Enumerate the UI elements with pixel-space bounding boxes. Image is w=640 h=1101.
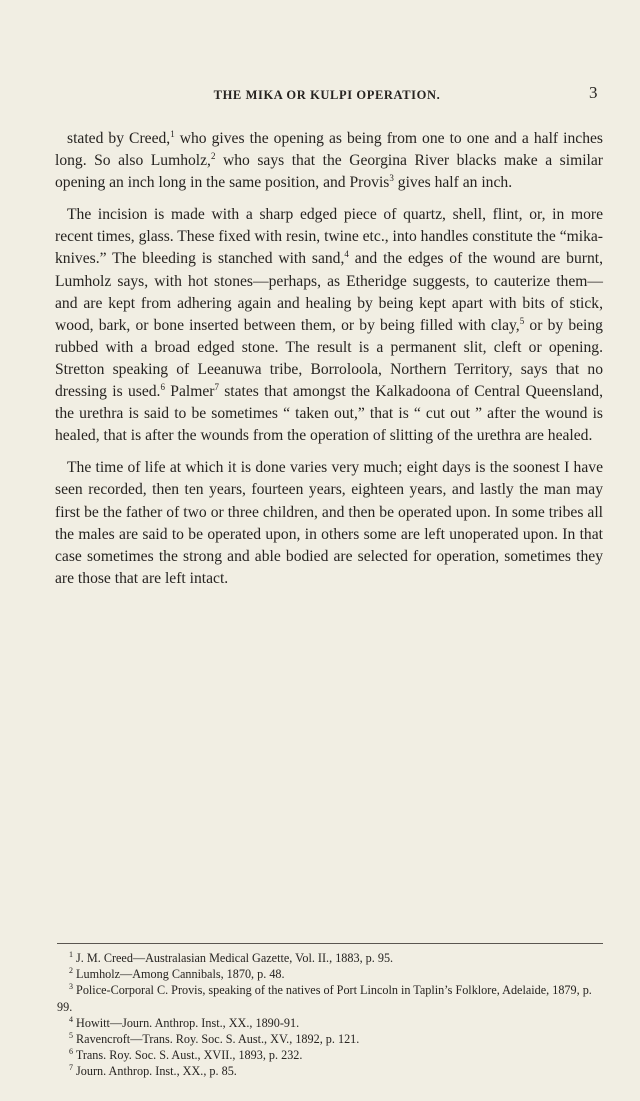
footnote (57, 1015, 603, 1031)
footnote (57, 1063, 603, 1079)
footnote-text: Lumholz—Among Cannibals, 1870, p. 48. (73, 967, 285, 982)
text-run: who gives the opening as being from one to one and a half inches long. So also Lumholz, (55, 130, 603, 170)
running-head (0, 83, 640, 108)
text-run: and the edges of the wound are burnt, Lumholz says, with hot stones—perhaps, as Etheridge suggests, to cauterize them—and are kept from adhering again and healing by being kept apart with bits of stick, wood, bark, or bone inserted between them, or by being filled with clay, (55, 250, 603, 334)
page-number: 3 (589, 83, 598, 102)
paragraph (55, 128, 603, 194)
paragraph (55, 204, 603, 447)
text-run: The time of life at which it is done varies very much; eight days is the soonest I have seen recorded, then ten years, fourteen years, eighteen years, and lastly the man may first be the father of two or three children, and then be operated upon. In some tribes all the males are said to be operated upon, in others some are left unoperated upon. In that case sometimes the strong and able bodied are selected for operation, sometimes they are those that are left intact. (55, 459, 603, 587)
footnote-marker: 4 (344, 249, 349, 260)
footnote (57, 982, 603, 1014)
text-run: stated by Creed, (67, 130, 171, 147)
footnote-marker: 3 (389, 173, 394, 183)
footnote-text: Trans. Roy. Soc. S. Aust., XVII., 1893, p. 232. (73, 1048, 303, 1063)
footnote-number: 4 (69, 1014, 73, 1024)
text-run: or by being rubbed with a broad edged stone. The result is a permanent slit, cleft or opening. Stretton speaking of Leeanuwa tribe, Borroloola, Northern Territory, says that no dressing is used. (55, 316, 603, 401)
text-run: states that amongst the Kalkadoona of Central Queensland, the urethra is said to be sometimes “ taken out,” that is “ cut out ” after the wound is healed, that is after the wounds from the operation of slitting of the urethra are healed. (55, 383, 603, 445)
footnote-number: 7 (69, 1063, 73, 1073)
footnote-number: 5 (69, 1030, 73, 1040)
footnote-marker: 6 (160, 381, 165, 392)
text-run: Palmer (164, 383, 215, 401)
paragraph (55, 457, 603, 590)
footnote (57, 1047, 603, 1063)
footnote-marker: 2 (210, 150, 216, 161)
footnote-rule (57, 943, 603, 944)
footnote-text: Ravencroft—Trans. Roy. Soc. S. Aust., XV., 1892, p. 121. (73, 1032, 360, 1047)
footnote-text: Police-Corporal C. Provis, speaking of the natives of Port Lincoln in Taplin’s Folklore, Adelaide, 1879, p. 99. (57, 983, 592, 1014)
footnote-number: 2 (69, 966, 73, 976)
footnote-marker: 5 (519, 315, 525, 326)
footnote (57, 966, 603, 982)
footnote (57, 950, 603, 966)
footnote-number: 3 (69, 982, 73, 992)
footnote-marker: 1 (170, 128, 175, 139)
footnote-marker: 7 (214, 381, 219, 392)
text-run: who says that the Georgina River blacks make a similar opening an inch long in the same position, and Provis (55, 152, 603, 192)
footnote-text: Journ. Anthrop. Inst., XX., p. 85. (73, 1064, 237, 1079)
footnote-text: Howitt—Journ. Anthrop. Inst., XX., 1890-91. (73, 1015, 300, 1030)
footnote (57, 1031, 603, 1047)
body-text (55, 128, 603, 590)
footnote-number: 1 (69, 949, 73, 959)
text-run: gives half an inch. (393, 174, 513, 192)
footnote-number: 6 (69, 1047, 73, 1057)
footnotes (57, 950, 603, 1080)
text-run: The incision is made with a sharp edged piece of quartz, shell, flint, or, in more recent times, glass. These fixed with resin, twine etc., into handles constitute the “mika-knives.” The bleeding is stanched with sand, (55, 206, 603, 268)
running-title: THE MIKA OR KULPI OPERATION. (213, 88, 441, 102)
footnote-text: J. M. Creed—Australasian Medical Gazette, Vol. II., 1883, p. 95. (73, 951, 394, 965)
